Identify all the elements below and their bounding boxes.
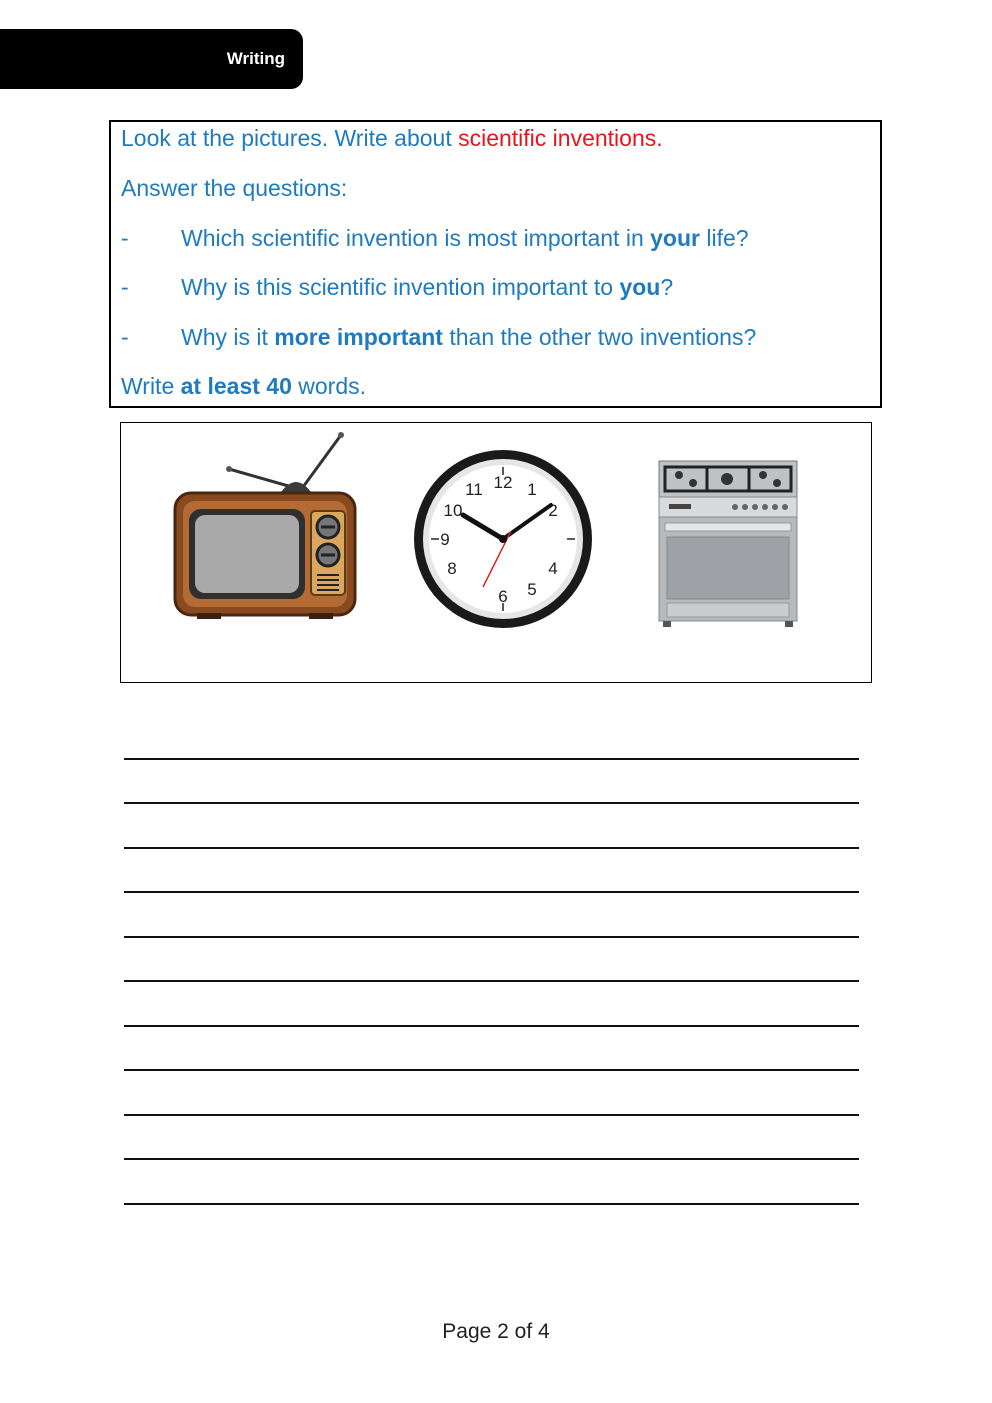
television-icon — [171, 429, 361, 619]
section-tab — [0, 29, 303, 89]
question-text: ? — [660, 274, 674, 300]
pictures-box — [120, 422, 872, 683]
question-emphasis: more important — [274, 324, 443, 350]
clock-numeral: 5 — [527, 580, 537, 599]
question-emphasis: your — [650, 225, 700, 251]
writing-line[interactable] — [124, 936, 859, 938]
writing-line[interactable] — [124, 1069, 859, 1071]
clock-numeral: 1 — [527, 480, 537, 499]
instruction-text: Look at the pictures. Write about — [121, 125, 459, 151]
question-text: life? — [699, 225, 749, 251]
instruction-highlight-period: . — [656, 125, 663, 151]
clock-numeral: 6 — [498, 587, 508, 606]
page-number: Page 2 of 4 — [442, 1320, 550, 1343]
bullet-dash: - — [121, 274, 129, 300]
clock-numeral: 9 — [440, 530, 450, 549]
instruction-text: Write — [121, 373, 181, 399]
instruction-highlight: scientific inventions — [458, 125, 657, 151]
writing-line[interactable] — [124, 802, 859, 804]
question-text: Why is it — [181, 324, 275, 350]
writing-line[interactable] — [124, 1025, 859, 1027]
writing-line[interactable] — [124, 1114, 859, 1116]
bullet-dash: - — [121, 225, 129, 251]
writing-line[interactable] — [124, 891, 859, 893]
instruction-line-1 — [121, 125, 663, 152]
writing-line[interactable] — [124, 1158, 859, 1160]
clock-numeral: 2 — [548, 501, 558, 520]
clock-numeral: 4 — [548, 559, 558, 578]
instructions-box — [109, 120, 882, 408]
word-count-instruction — [121, 373, 366, 400]
writing-line[interactable] — [124, 847, 859, 849]
clock-numeral: 8 — [447, 559, 457, 578]
question-text: Why is this scientific invention important to — [181, 274, 620, 300]
writing-line[interactable] — [124, 1203, 859, 1205]
oven-stove-icon — [657, 457, 799, 629]
clock-numeral: 11 — [465, 480, 483, 499]
question-emphasis: you — [619, 274, 661, 300]
writing-line[interactable] — [124, 980, 859, 982]
clock-icon — [411, 447, 595, 631]
section-tab-label: Writing — [226, 49, 285, 68]
word-count-emphasis: at least 40 — [180, 373, 292, 399]
question-text: than the other two inventions? — [442, 324, 757, 350]
clock-numeral: 10 — [443, 501, 463, 520]
writing-line[interactable] — [124, 758, 859, 760]
question-text: Which scientific invention is most important in — [181, 225, 651, 251]
instruction-text: words. — [291, 373, 367, 399]
clock-numeral: 12 — [493, 473, 513, 492]
instruction-line-2: Answer the questions: — [121, 175, 348, 201]
bullet-dash: - — [121, 324, 129, 350]
